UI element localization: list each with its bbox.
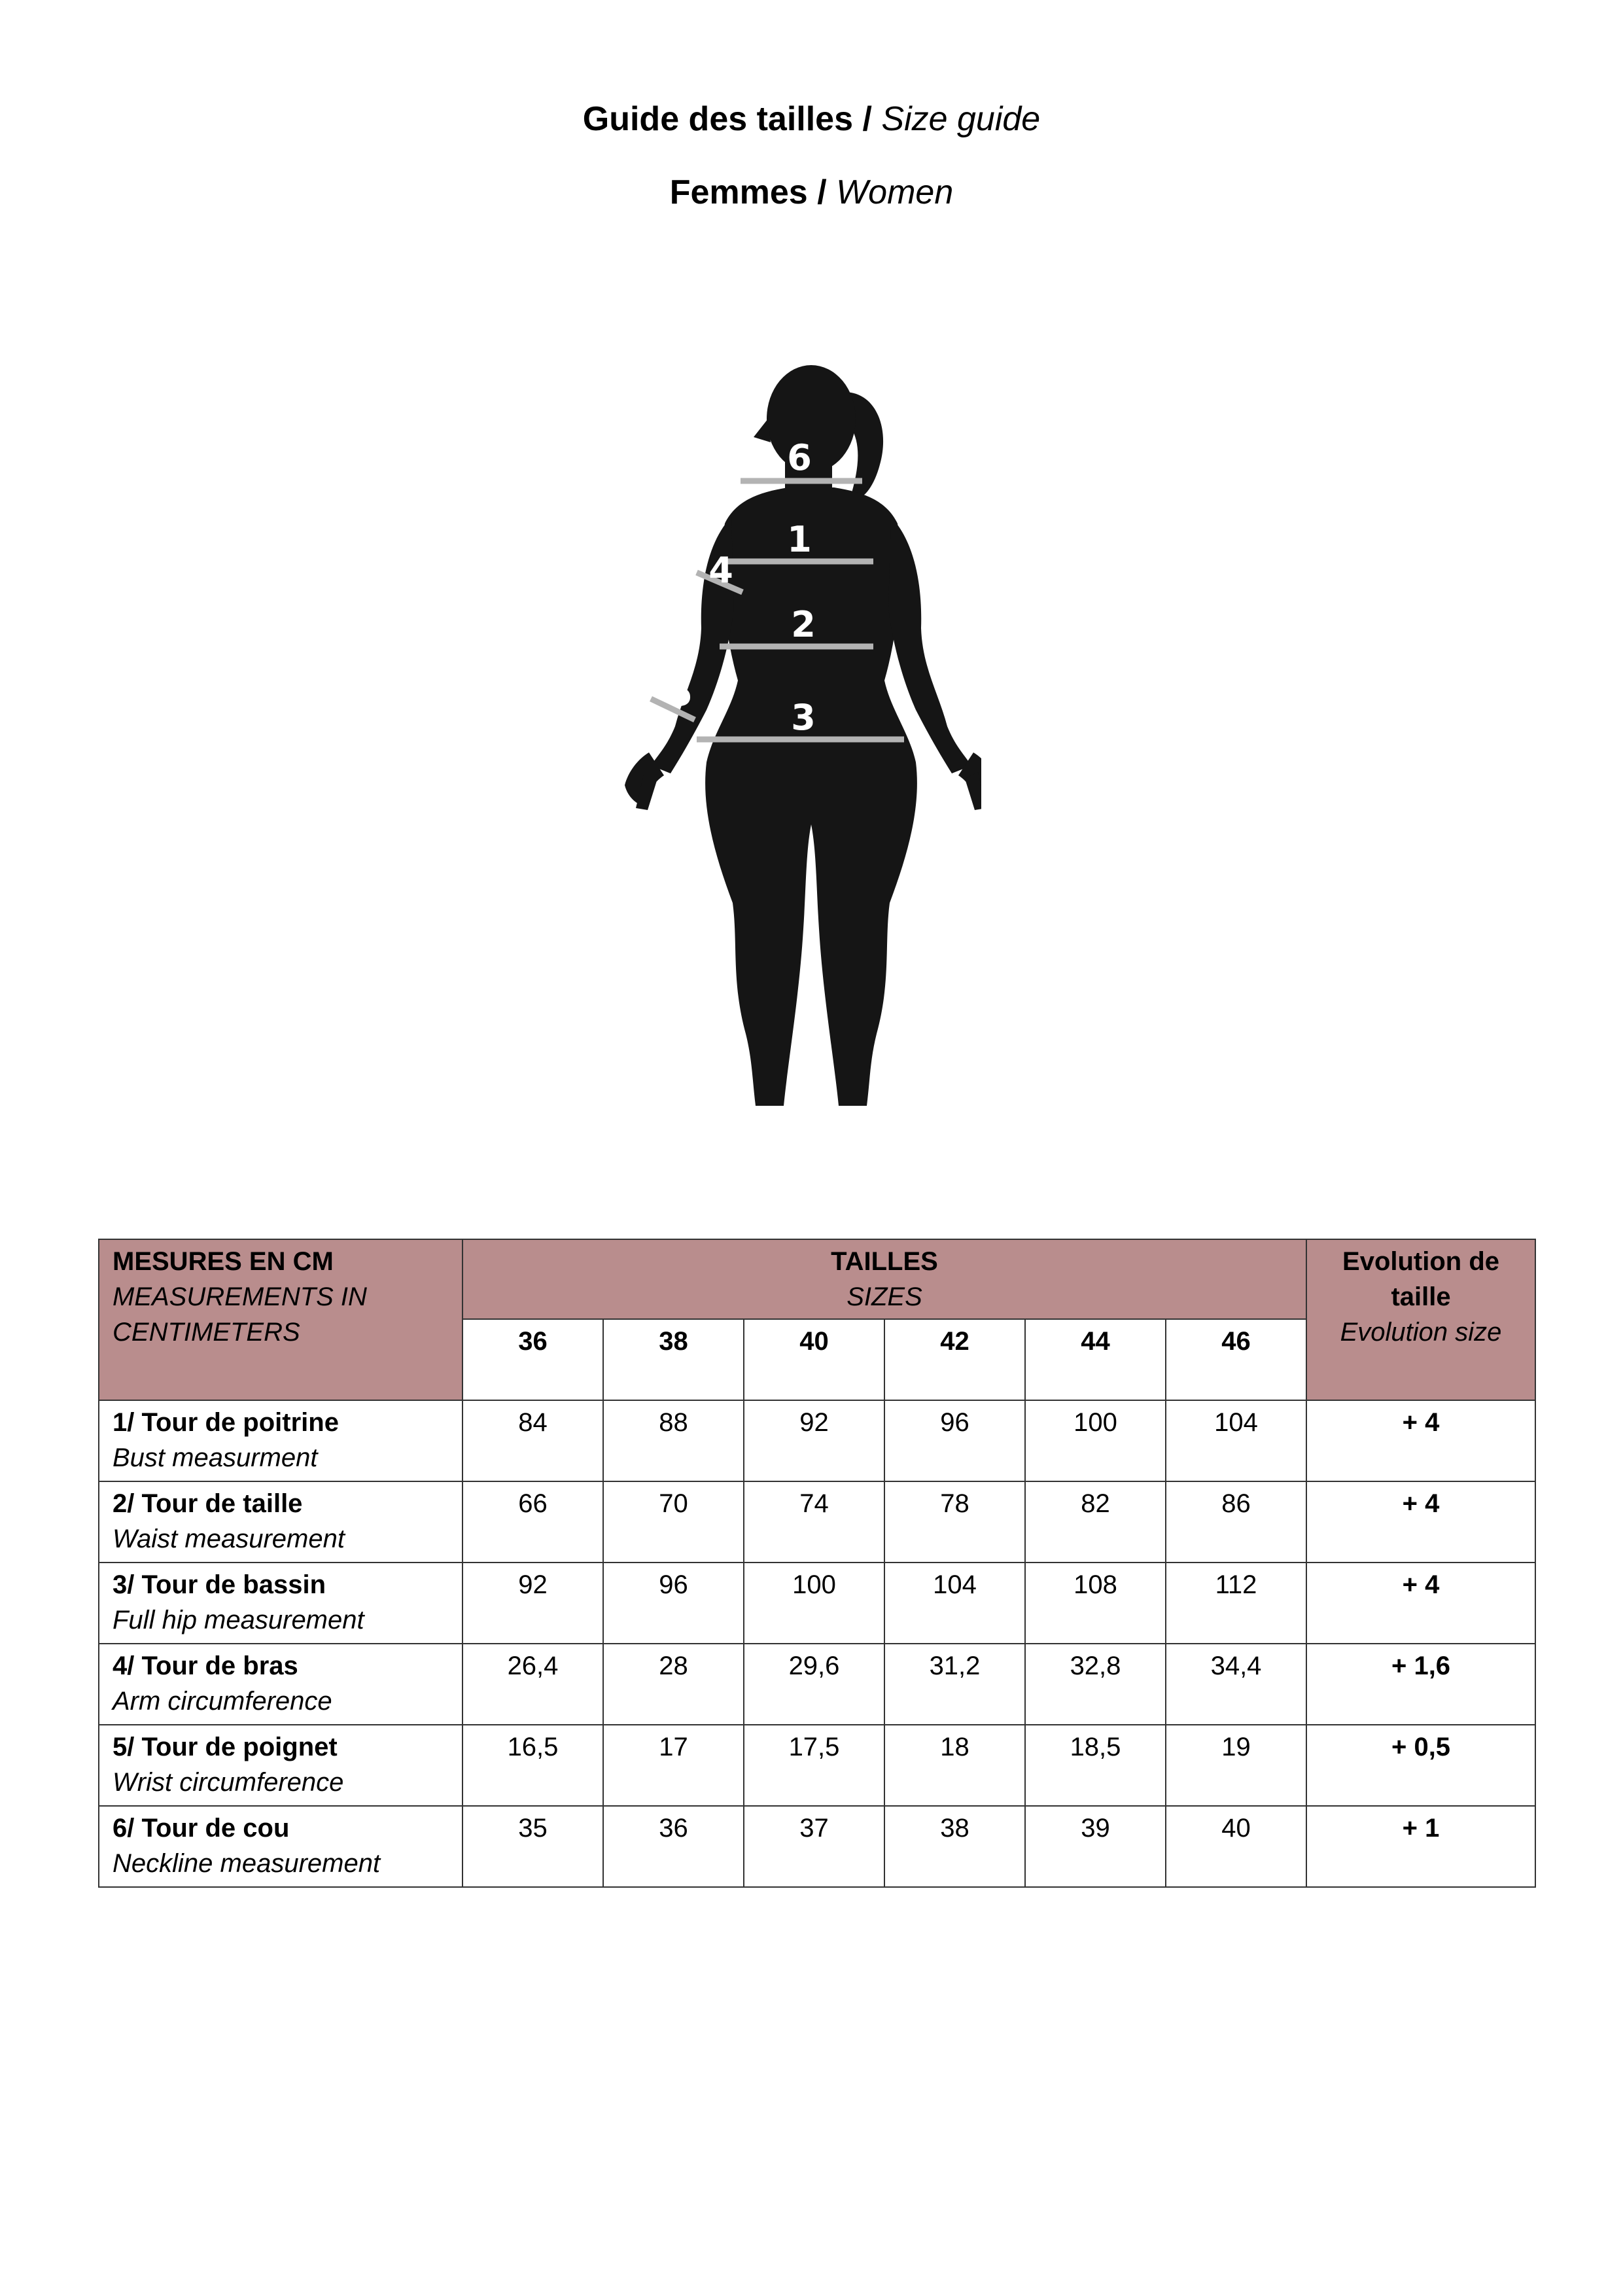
size-header: 44: [1025, 1319, 1166, 1400]
measure-label-fr: 2/ Tour de taille: [113, 1489, 303, 1518]
measures-header-cell: [99, 1239, 462, 1400]
subtitle-en: Women: [836, 173, 954, 211]
marker-6: 6: [787, 437, 812, 478]
size-header: 36: [462, 1319, 603, 1400]
value-cell: 86: [1166, 1481, 1306, 1563]
value-cell: 16,5: [462, 1725, 603, 1806]
value-cell: 74: [744, 1481, 884, 1563]
measure-label-en: Arm circumference: [113, 1687, 332, 1716]
value-cell: 66: [462, 1481, 603, 1563]
value-cell: 108: [1025, 1563, 1166, 1644]
measure-label-en: Wrist circumference: [113, 1768, 344, 1797]
marker-1: 1: [787, 519, 812, 560]
evolution-cell: + 1: [1306, 1806, 1535, 1887]
sizes-header-en: SIZES: [846, 1282, 922, 1311]
table-header-row: [99, 1239, 1535, 1319]
value-cell: 78: [884, 1481, 1025, 1563]
value-cell: 18: [884, 1725, 1025, 1806]
value-cell: 40: [1166, 1806, 1306, 1887]
table-body: [99, 1400, 1535, 1887]
value-cell: 100: [1025, 1400, 1166, 1481]
evolution-cell: + 4: [1306, 1481, 1535, 1563]
value-cell: 32,8: [1025, 1644, 1166, 1725]
marker-2: 2: [791, 604, 816, 645]
woman-silhouette-icon: [615, 357, 981, 1119]
measure-label-cell: [99, 1644, 462, 1725]
table-row: [99, 1481, 1535, 1563]
evolution-cell: + 4: [1306, 1563, 1535, 1644]
size-table: [98, 1239, 1536, 1888]
sizes-header-fr: TAILLES: [831, 1247, 938, 1276]
measure-label-fr: 6/ Tour de cou: [113, 1814, 290, 1843]
size-header: 42: [884, 1319, 1025, 1400]
evolution-cell: + 4: [1306, 1400, 1535, 1481]
title-en: Size guide: [881, 100, 1041, 138]
value-cell: 88: [603, 1400, 744, 1481]
measure-label-cell: [99, 1481, 462, 1563]
measure-label-cell: [99, 1725, 462, 1806]
evolution-header-fr: Evolution de taille: [1342, 1247, 1500, 1311]
value-cell: 28: [603, 1644, 744, 1725]
measure-label-en: Waist measurement: [113, 1525, 345, 1553]
value-cell: 112: [1166, 1563, 1306, 1644]
value-cell: 35: [462, 1806, 603, 1887]
value-cell: 19: [1166, 1725, 1306, 1806]
value-cell: 39: [1025, 1806, 1166, 1887]
subtitle-fr: Femmes: [669, 173, 808, 211]
value-cell: 34,4: [1166, 1644, 1306, 1725]
page-title: [0, 98, 1623, 140]
value-cell: 38: [884, 1806, 1025, 1887]
measure-label-cell: [99, 1400, 462, 1481]
size-header: 38: [603, 1319, 744, 1400]
measure-label-en: Bust measurment: [113, 1443, 318, 1472]
measures-header-fr: MESURES EN CM: [113, 1247, 334, 1276]
measure-label-en: Neckline measurement: [113, 1849, 381, 1878]
table-row: [99, 1725, 1535, 1806]
page-subtitle: [0, 171, 1623, 213]
size-header: 46: [1166, 1319, 1306, 1400]
value-cell: 96: [884, 1400, 1025, 1481]
value-cell: 104: [1166, 1400, 1306, 1481]
value-cell: 92: [462, 1563, 603, 1644]
measure-label-en: Full hip measurement: [113, 1606, 364, 1634]
measure-label-cell: [99, 1806, 462, 1887]
value-cell: 96: [603, 1563, 744, 1644]
evolution-cell: + 0,5: [1306, 1725, 1535, 1806]
marker-3: 3: [791, 697, 816, 738]
value-cell: 29,6: [744, 1644, 884, 1725]
title-fr: Guide des tailles: [582, 100, 854, 138]
value-cell: 92: [744, 1400, 884, 1481]
marker-4: 4: [708, 550, 733, 591]
value-cell: 82: [1025, 1481, 1166, 1563]
subtitle-separator: /: [817, 173, 837, 211]
table-row: [99, 1400, 1535, 1481]
evolution-header-en: Evolution size: [1340, 1318, 1502, 1347]
value-cell: 18,5: [1025, 1725, 1166, 1806]
evolution-cell: + 1,6: [1306, 1644, 1535, 1725]
measure-label-fr: 3/ Tour de bassin: [113, 1570, 326, 1599]
measures-header-en: MEASUREMENTS IN CENTIMETERS: [113, 1282, 367, 1347]
sizes-header-cell: [462, 1239, 1306, 1319]
value-cell: 17: [603, 1725, 744, 1806]
measure-label-cell: [99, 1563, 462, 1644]
value-cell: 100: [744, 1563, 884, 1644]
measure-label-fr: 4/ Tour de bras: [113, 1651, 298, 1680]
measure-label-fr: 5/ Tour de poignet: [113, 1733, 338, 1761]
value-cell: 70: [603, 1481, 744, 1563]
table-row: [99, 1644, 1535, 1725]
title-separator: /: [862, 100, 882, 138]
value-cell: 104: [884, 1563, 1025, 1644]
value-cell: 31,2: [884, 1644, 1025, 1725]
value-cell: 26,4: [462, 1644, 603, 1725]
table-row: [99, 1806, 1535, 1887]
value-cell: 17,5: [744, 1725, 884, 1806]
value-cell: 36: [603, 1806, 744, 1887]
size-header: 40: [744, 1319, 884, 1400]
measure-label-fr: 1/ Tour de poitrine: [113, 1408, 339, 1437]
marker-5: 5: [668, 673, 693, 714]
evolution-header-cell: [1306, 1239, 1535, 1400]
table-row: [99, 1563, 1535, 1644]
value-cell: 37: [744, 1806, 884, 1887]
value-cell: 84: [462, 1400, 603, 1481]
